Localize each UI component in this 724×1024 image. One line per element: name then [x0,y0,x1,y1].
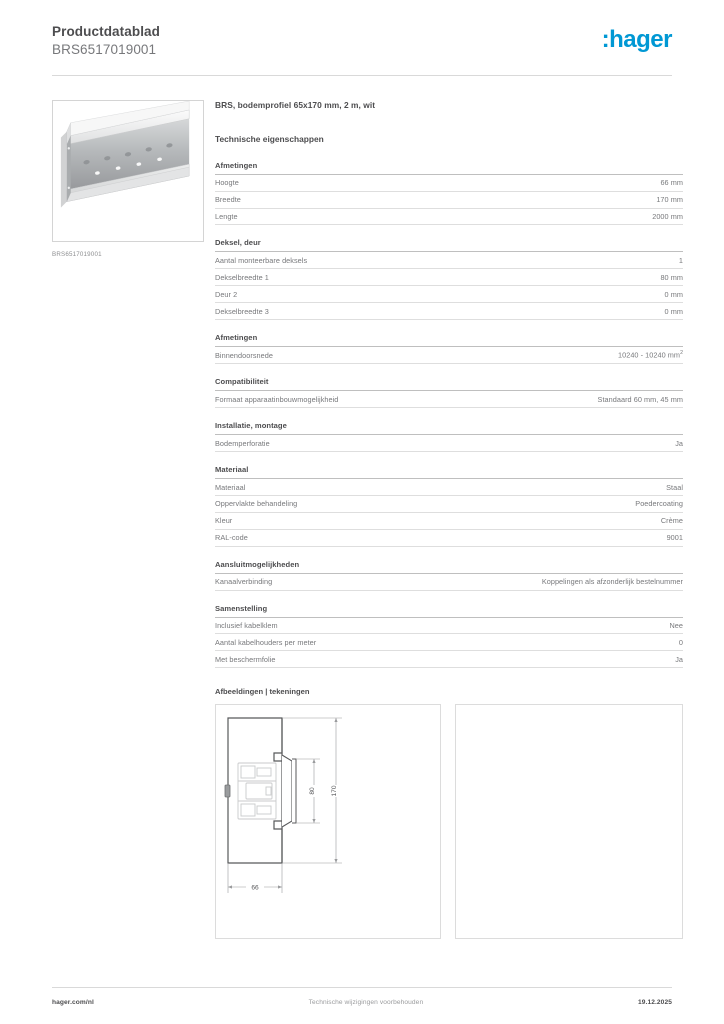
product-photo [53,101,203,241]
spec-row [215,496,683,513]
spec-value: 0 mm [664,306,683,316]
footer-website-link[interactable]: hager.com/nl [52,999,94,1006]
spec-label: Oppervlakte behandeling [215,499,298,509]
footer-date: 19.12.2025 [637,999,672,1006]
spec-group-title: Materiaal [215,465,683,479]
spec-value: 2000 mm [652,212,683,222]
spec-value: 0 [678,637,683,647]
spec-label: Binnendoorsnede [215,350,273,360]
spec-group [215,161,683,226]
dimension-label-total-height: 170 [331,785,338,797]
spec-value: Ja [675,438,683,448]
spec-value: Nee [669,621,683,631]
spec-value: 80 mm [660,272,683,282]
spec-value: Standaard 60 mm, 45 mm [597,394,683,404]
spec-row [215,574,683,591]
spec-value: 1 [678,255,683,265]
footer-row [52,999,672,1006]
spec-group-title: Aansluitmogelijkheden [215,560,683,574]
page-content [52,76,683,939]
spec-label: Kanaalverbinding [215,577,273,587]
spec-group-title: Samenstelling [215,604,683,618]
spec-group [215,604,683,669]
spec-row [215,175,683,192]
dimension-label-width: 66 [251,884,259,892]
product-name: BRS, bodemprofiel 65x170 mm, 2 m, wit [215,99,376,110]
spec-label: Hoogte [215,178,239,188]
specification-groups [215,161,683,668]
logo-colon-icon: : [601,26,610,53]
spec-row [215,347,683,364]
spec-group [215,377,683,408]
spec-row [215,303,683,320]
spec-group-title: Afmetingen [215,333,683,347]
page-footer [52,987,672,1006]
drawings-heading: Afbeeldingen | tekeningen [215,687,310,697]
spec-label: Formaat apparaatinbouwmogelijkheid [215,394,339,404]
spec-label: Dekselbreedte 3 [215,306,269,316]
spec-label: Breedte [215,195,241,205]
spec-group-title: Afmetingen [215,161,683,175]
spec-row [215,209,683,226]
spec-value: Ja [675,654,683,664]
spec-row [215,618,683,635]
spec-label: Met beschermfolie [215,654,276,664]
footer-disclaimer: Technische wijzigingen voorbehouden [308,999,424,1006]
specifications-column [205,100,683,939]
spec-label: Aantal kabelhouders per meter [215,637,317,647]
spec-label: Bodemperforatie [215,438,270,448]
secondary-drawing-box [455,704,683,939]
spec-group-title: Installatie, montage [215,421,683,435]
spec-value: 170 mm [656,195,683,205]
spec-label: Lengte [215,212,238,222]
spec-row [215,513,683,530]
logo-wordmark: hager [609,26,672,53]
spec-row [215,530,683,547]
page-header [52,0,672,59]
header-titles [52,24,160,59]
spec-row [215,435,683,452]
technical-properties-heading: Technische eigenschappen [215,133,324,144]
spec-row [215,252,683,269]
cross-section-drawing [216,705,441,939]
spec-value: Crème [660,516,683,526]
product-reference: BRS6517019001 [52,41,157,57]
spec-group [215,421,683,452]
product-photo-caption: BRS6517019001 [52,250,102,258]
page-title: Productdatablad [52,24,161,39]
hager-logo [602,24,672,52]
technical-drawing-box [215,704,441,939]
spec-label: Kleur [215,516,233,526]
spec-group [215,333,683,364]
drawings-row [215,704,683,939]
spec-label: Materiaal [215,482,246,492]
spec-group [215,465,683,547]
spec-value-text: 10240 - 10240 mm [618,350,681,360]
spec-label: Aantal monteerbare deksels [215,255,308,265]
spec-group [215,560,683,591]
spec-value: Koppelingen als afzonderlijk bestelnummer [541,577,683,587]
spec-label: Deur 2 [215,289,238,299]
spec-value: Staal [666,482,683,492]
spec-row [215,286,683,303]
product-image-column [52,100,205,939]
spec-label: Dekselbreedte 1 [215,272,269,282]
product-photo-frame [52,100,204,242]
spec-value: Poedercoating [635,499,683,509]
spec-row [215,269,683,286]
spec-label: Inclusief kabelklem [215,621,278,631]
footer-divider [52,987,672,988]
spec-value: 66 mm [660,178,683,188]
spec-row [215,391,683,408]
spec-row [215,479,683,496]
spec-group [215,238,683,320]
spec-value: 0 mm [664,289,683,299]
spec-group-title: Deksel, deur [215,238,683,252]
spec-row [215,651,683,668]
spec-label: RAL-code [215,533,248,543]
spec-value: 9001 [666,533,683,543]
spec-value [618,350,683,359]
spec-group-title: Compatibiliteit [215,377,683,391]
spec-row [215,634,683,651]
spec-row [215,192,683,209]
spec-value-superscript: 2 [680,350,683,357]
dimension-label-inner-height: 80 [309,787,316,795]
